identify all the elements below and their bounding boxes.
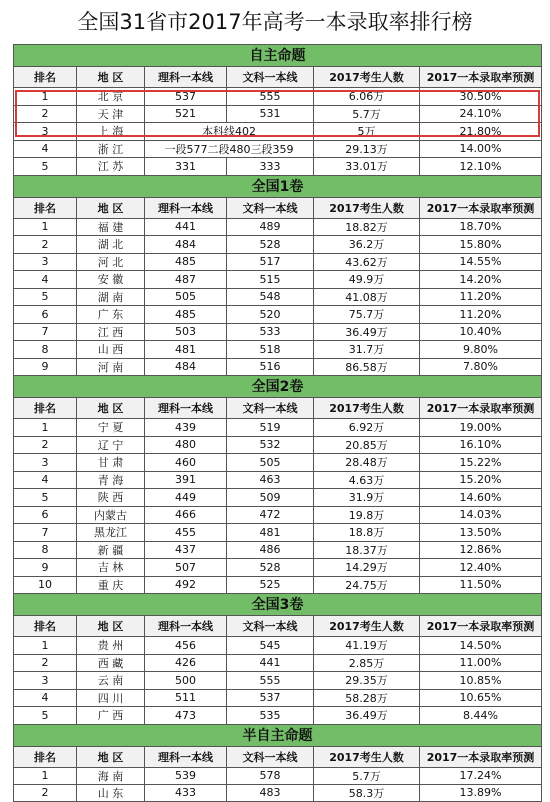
region-cell: 云 南 [76, 672, 144, 689]
header-rate: 2017一本录取率预测 [419, 616, 541, 636]
region-cell: 吉 林 [76, 559, 144, 576]
table-row [14, 576, 541, 594]
rank-cell: 3 [41, 455, 49, 469]
section-header: 全国1卷 [14, 175, 541, 197]
region-cell: 福 建 [76, 219, 144, 236]
science-line-cell: 492 [144, 577, 226, 594]
region-cell: 辽 宁 [76, 437, 144, 454]
region-cell: 广 西 [76, 707, 144, 724]
rank-cell: 2 [41, 786, 49, 800]
examinees-cell: 4.63万 [313, 472, 419, 489]
header-examinees: 2017考生人数 [313, 616, 419, 636]
arts-line-cell: 535 [226, 707, 313, 724]
science-line-cell: 439 [144, 419, 226, 436]
arts-line-cell: 517 [226, 254, 313, 271]
arts-line-cell: 533 [226, 324, 313, 341]
science-line-cell: 481 [144, 341, 226, 358]
science-line-cell: 455 [144, 524, 226, 541]
rate-cell: 12.40% [419, 559, 541, 576]
rank-cell: 9 [41, 560, 49, 574]
section-header: 自主命题 [14, 44, 541, 66]
science-line-cell: 500 [144, 672, 226, 689]
region-cell: 海 南 [76, 768, 144, 785]
science-line-cell: 485 [144, 306, 226, 323]
science-line-cell: 456 [144, 637, 226, 654]
header-region: 地 区 [76, 747, 144, 767]
examinees-cell: 49.9万 [313, 271, 419, 288]
region-cell: 黑龙江 [76, 524, 144, 541]
arts-line-cell: 528 [226, 559, 313, 576]
examinees-cell: 36.49万 [313, 324, 419, 341]
header-region: 地 区 [76, 616, 144, 636]
rate-cell: 24.10% [419, 106, 541, 123]
examinees-cell: 75.7万 [313, 306, 419, 323]
arts-line-cell: 486 [226, 542, 313, 559]
examinees-cell: 86.58万 [313, 359, 419, 376]
arts-line-cell: 545 [226, 637, 313, 654]
header-examinees: 2017考生人数 [313, 198, 419, 218]
table-row [14, 636, 541, 654]
column-header-row [14, 615, 541, 636]
science-line-cell: 484 [144, 359, 226, 376]
rank-cell: 3 [41, 673, 49, 687]
rate-cell: 13.50% [419, 524, 541, 541]
table-row [14, 122, 541, 140]
arts-line-cell: 489 [226, 219, 313, 236]
column-header-row [14, 66, 541, 87]
arts-line-cell: 525 [226, 577, 313, 594]
examinees-cell: 18.82万 [313, 219, 419, 236]
arts-line-cell: 531 [226, 106, 313, 123]
science-line-cell: 460 [144, 454, 226, 471]
examinees-cell: 41.08万 [313, 289, 419, 306]
header-science-line: 理科一本线 [144, 616, 226, 636]
header-science-line: 理科一本线 [144, 198, 226, 218]
examinees-cell: 19.8万 [313, 507, 419, 524]
region-cell: 贵 州 [76, 637, 144, 654]
region-cell: 安 徽 [76, 271, 144, 288]
rate-cell: 15.20% [419, 472, 541, 489]
examinees-cell: 2.85万 [313, 655, 419, 672]
arts-line-cell: 519 [226, 419, 313, 436]
region-cell: 陕 西 [76, 489, 144, 506]
region-cell: 河 南 [76, 359, 144, 376]
rate-cell: 11.00% [419, 655, 541, 672]
rate-cell: 14.60% [419, 489, 541, 506]
examinees-cell: 41.19万 [313, 637, 419, 654]
table-row [14, 253, 541, 271]
rank-cell: 5 [41, 159, 49, 173]
region-cell: 四 川 [76, 690, 144, 707]
arts-line-cell: 555 [226, 88, 313, 105]
examinees-cell: 5万 [313, 123, 419, 140]
header-rate: 2017一本录取率预测 [419, 67, 541, 87]
rate-cell: 15.22% [419, 454, 541, 471]
table-row [14, 453, 541, 471]
rank-cell: 2 [41, 656, 49, 670]
rank-cell: 8 [41, 543, 49, 557]
examinees-cell: 31.9万 [313, 489, 419, 506]
header-examinees: 2017考生人数 [313, 67, 419, 87]
arts-line-cell: 548 [226, 289, 313, 306]
header-science-line: 理科一本线 [144, 398, 226, 418]
rank-cell: 5 [41, 290, 49, 304]
page-title: 全国31省市2017年高考一本录取率排行榜 [77, 10, 473, 34]
table-row [14, 358, 541, 376]
examinees-cell: 29.13万 [313, 141, 419, 158]
table-row [14, 235, 541, 253]
table-row [14, 671, 541, 689]
table-row [14, 488, 541, 506]
table-row [14, 471, 541, 489]
arts-line-cell: 555 [226, 672, 313, 689]
rate-cell: 19.00% [419, 419, 541, 436]
region-cell: 河 北 [76, 254, 144, 271]
arts-line-cell: 578 [226, 768, 313, 785]
rate-cell: 12.10% [419, 158, 541, 175]
table-row [14, 541, 541, 559]
region-cell: 广 东 [76, 306, 144, 323]
rate-cell: 11.50% [419, 577, 541, 594]
rate-cell: 15.80% [419, 236, 541, 253]
science-line-cell: 449 [144, 489, 226, 506]
arts-line-cell: 481 [226, 524, 313, 541]
header-rank: 排名 [34, 750, 56, 764]
rate-cell: 10.65% [419, 690, 541, 707]
region-cell: 甘 肃 [76, 454, 144, 471]
header-region: 地 区 [76, 198, 144, 218]
column-header-row [14, 397, 541, 418]
examinees-cell: 58.3万 [313, 785, 419, 801]
science-line-cell: 391 [144, 472, 226, 489]
rate-cell: 21.80% [419, 123, 541, 140]
region-cell: 湖 南 [76, 289, 144, 306]
rate-cell: 13.89% [419, 785, 541, 801]
table-row [14, 305, 541, 323]
rank-cell: 8 [41, 342, 49, 356]
science-line-cell: 433 [144, 785, 226, 801]
region-cell: 青 海 [76, 472, 144, 489]
header-rank: 排名 [34, 620, 56, 633]
table-row [14, 654, 541, 672]
examinees-cell: 5.7万 [313, 106, 419, 123]
region-cell: 江 苏 [76, 158, 144, 175]
examinees-cell: 18.37万 [313, 542, 419, 559]
examinees-cell: 18.8万 [313, 524, 419, 541]
rank-cell: 10 [38, 578, 52, 592]
science-line-cell: 487 [144, 271, 226, 288]
examinees-cell: 20.85万 [313, 437, 419, 454]
rate-cell: 30.50% [419, 88, 541, 105]
examinees-cell: 5.7万 [313, 768, 419, 785]
region-cell: 江 西 [76, 324, 144, 341]
table-row [14, 157, 541, 175]
header-science-line: 理科一本线 [144, 67, 226, 87]
table-row [14, 506, 541, 524]
examinees-cell: 31.7万 [313, 341, 419, 358]
header-rate: 2017一本录取率预测 [419, 747, 541, 767]
rate-cell: 14.20% [419, 271, 541, 288]
rate-cell: 12.86% [419, 542, 541, 559]
header-arts-line: 文科一本线 [226, 747, 313, 767]
rank-cell: 5 [41, 490, 49, 504]
header-rank: 排名 [34, 71, 56, 84]
science-line-cell: 473 [144, 707, 226, 724]
merged-line-cell: 本科线402 [144, 123, 313, 140]
table-row [14, 105, 541, 123]
science-line-cell: 539 [144, 768, 226, 785]
header-examinees: 2017考生人数 [313, 398, 419, 418]
table-row [14, 558, 541, 576]
header-region: 地 区 [76, 67, 144, 87]
arts-line-cell: 537 [226, 690, 313, 707]
table-row [14, 689, 541, 707]
science-line-cell: 505 [144, 289, 226, 306]
science-line-cell: 511 [144, 690, 226, 707]
table-row [14, 523, 541, 541]
science-line-cell: 537 [144, 88, 226, 105]
table-row [14, 706, 541, 724]
rank-cell: 1 [41, 89, 49, 103]
header-rate: 2017一本录取率预测 [419, 398, 541, 418]
arts-line-cell: 441 [226, 655, 313, 672]
section-header: 全国3卷 [14, 593, 541, 615]
region-cell: 西 藏 [76, 655, 144, 672]
rank-cell: 7 [41, 325, 49, 339]
rank-cell: 4 [41, 272, 49, 286]
arts-line-cell: 472 [226, 507, 313, 524]
arts-line-cell: 483 [226, 785, 313, 801]
region-cell: 重 庆 [76, 577, 144, 594]
rate-cell: 14.03% [419, 507, 541, 524]
rank-cell: 2 [41, 107, 49, 121]
examinees-cell: 28.48万 [313, 454, 419, 471]
science-line-cell: 507 [144, 559, 226, 576]
header-rate: 2017一本录取率预测 [419, 198, 541, 218]
examinees-cell: 43.62万 [313, 254, 419, 271]
rate-cell: 8.44% [419, 707, 541, 724]
header-arts-line: 文科一本线 [226, 198, 313, 218]
rate-cell: 9.80% [419, 341, 541, 358]
rank-cell: 7 [41, 525, 49, 539]
region-cell: 山 东 [76, 785, 144, 801]
examinees-cell: 36.49万 [313, 707, 419, 724]
science-line-cell: 480 [144, 437, 226, 454]
examinees-cell: 33.01万 [313, 158, 419, 175]
rank-cell: 4 [41, 142, 49, 156]
header-arts-line: 文科一本线 [226, 616, 313, 636]
rank-cell: 5 [41, 708, 49, 722]
arts-line-cell: 505 [226, 454, 313, 471]
region-cell: 天 津 [76, 106, 144, 123]
table-row [14, 288, 541, 306]
rate-cell: 16.10% [419, 437, 541, 454]
examinees-cell: 24.75万 [313, 577, 419, 594]
science-line-cell: 426 [144, 655, 226, 672]
rate-cell: 11.20% [419, 289, 541, 306]
science-line-cell: 485 [144, 254, 226, 271]
rank-cell: 2 [41, 237, 49, 251]
rank-cell: 9 [41, 360, 49, 374]
column-header-row [14, 197, 541, 218]
section-header: 半自主命题 [14, 724, 541, 746]
table-row [14, 323, 541, 341]
arts-line-cell: 520 [226, 306, 313, 323]
region-cell: 浙 江 [76, 141, 144, 158]
header-science-line: 理科一本线 [144, 747, 226, 767]
science-line-cell: 441 [144, 219, 226, 236]
table-row [14, 784, 541, 802]
examinees-cell: 6.92万 [313, 419, 419, 436]
header-examinees: 2017考生人数 [313, 747, 419, 767]
rate-cell: 11.20% [419, 306, 541, 323]
science-line-cell: 521 [144, 106, 226, 123]
region-cell: 北 京 [76, 88, 144, 105]
rank-cell: 1 [41, 220, 49, 234]
examinees-cell: 14.29万 [313, 559, 419, 576]
region-cell: 内蒙古 [76, 507, 144, 524]
region-cell: 山 西 [76, 341, 144, 358]
region-cell: 上 海 [76, 123, 144, 140]
rank-cell: 4 [41, 473, 49, 487]
arts-line-cell: 333 [226, 158, 313, 175]
examinees-cell: 6.06万 [313, 88, 419, 105]
science-line-cell: 331 [144, 158, 226, 175]
science-line-cell: 503 [144, 324, 226, 341]
arts-line-cell: 518 [226, 341, 313, 358]
region-cell: 湖 北 [76, 236, 144, 253]
rate-cell: 14.00% [419, 141, 541, 158]
rank-cell: 4 [41, 691, 49, 705]
table-row [14, 418, 541, 436]
rank-cell: 3 [41, 124, 49, 138]
arts-line-cell: 463 [226, 472, 313, 489]
rank-cell: 2 [41, 438, 49, 452]
science-line-cell: 437 [144, 542, 226, 559]
region-cell: 新 疆 [76, 542, 144, 559]
examinees-cell: 36.2万 [313, 236, 419, 253]
rank-cell: 6 [41, 508, 49, 522]
rate-cell: 14.55% [419, 254, 541, 271]
header-region: 地 区 [76, 398, 144, 418]
rank-cell: 1 [41, 769, 49, 783]
rate-cell: 10.85% [419, 672, 541, 689]
arts-line-cell: 516 [226, 359, 313, 376]
ranking-table [13, 44, 542, 802]
column-header-row [14, 746, 541, 767]
arts-line-cell: 528 [226, 236, 313, 253]
table-row [14, 270, 541, 288]
science-line-cell: 466 [144, 507, 226, 524]
science-line-cell: 484 [144, 236, 226, 253]
rate-cell: 10.40% [419, 324, 541, 341]
header-rank: 排名 [34, 402, 56, 415]
arts-line-cell: 515 [226, 271, 313, 288]
rank-cell: 1 [41, 420, 49, 434]
merged-line-cell: 一段577二段480三段359 [144, 141, 313, 158]
examinees-cell: 58.28万 [313, 690, 419, 707]
examinees-cell: 29.35万 [313, 672, 419, 689]
header-rank: 排名 [34, 201, 56, 215]
rate-cell: 18.70% [419, 219, 541, 236]
header-arts-line: 文科一本线 [226, 398, 313, 418]
rank-cell: 1 [41, 638, 49, 652]
region-cell: 宁 夏 [76, 419, 144, 436]
table-row [14, 140, 541, 158]
table-row [14, 87, 541, 105]
rate-cell: 7.80% [419, 359, 541, 376]
section-header: 全国2卷 [14, 375, 541, 397]
table-row [14, 218, 541, 236]
rank-cell: 6 [41, 307, 49, 321]
arts-line-cell: 509 [226, 489, 313, 506]
rate-cell: 14.50% [419, 637, 541, 654]
table-row [14, 767, 541, 785]
table-row [14, 436, 541, 454]
table-row [14, 340, 541, 358]
rank-cell: 3 [41, 255, 49, 269]
rate-cell: 17.24% [419, 768, 541, 785]
arts-line-cell: 532 [226, 437, 313, 454]
header-arts-line: 文科一本线 [226, 67, 313, 87]
